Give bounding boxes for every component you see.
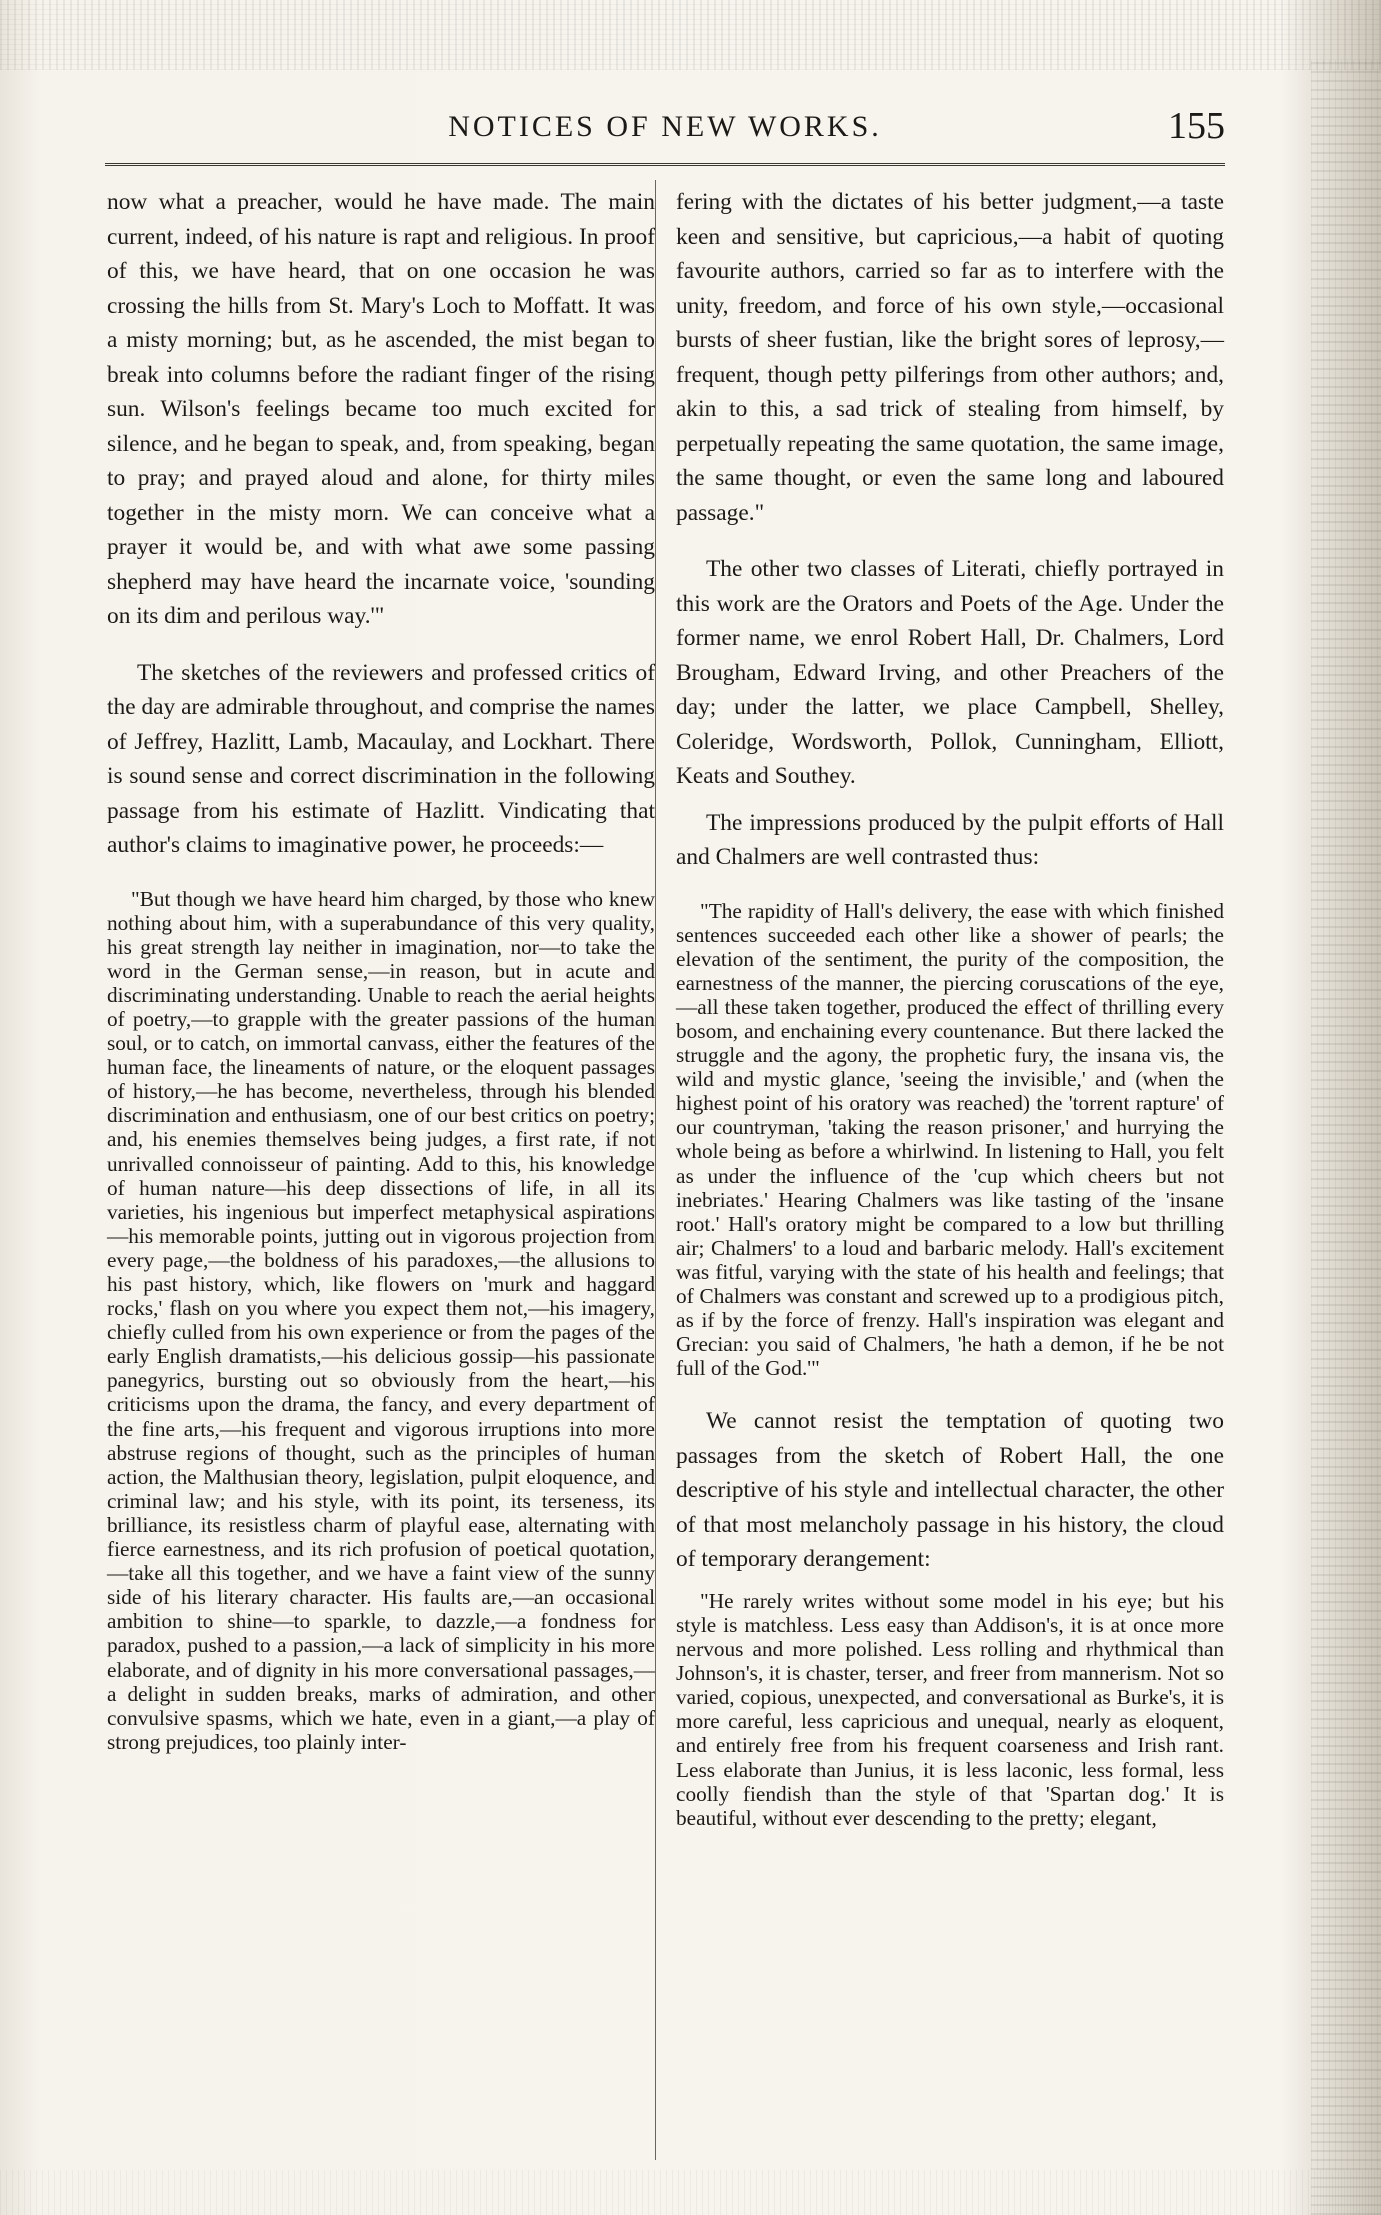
paragraph-literati: The other two classes of Literati, chiefly portrayed in this work are the Orators and Poets of the Age. Under the former name, we enrol Robert Hall, Dr. Chalmers, Lord Brougham, Edward Irving, and other Preachers of the day; under the latter, we place Campbell, Shelley, Coleridge, Wordsworth, Pollok, Cunningham, Elliott, Keats and Southey. (676, 556, 1224, 789)
scan-noise-bottom (0, 2170, 1381, 2215)
quote-hall-chalmers: "The rapidity of Hall's delivery, the ease with which finished sentences succeeded each other like a shower of pearls; the elevation of the sentiment, the purity of the composition, the earnestness of the manner, the piercing coruscations of the eye,—all these taken together, produced the effect of thrilling every bosom, and enchaining every countenance. But there lacked the struggle and the agony, the prophetic fury, the insana vis, the wild and mystic glance, 'seeing the invisible,' and (when the highest point of his oratory was reached) the 'torrent rapture' of our countryman, 'taking the reason prisoner,' and hurrying the whole being as before a whirlwind. In listening to Hall, you felt as under the influence of the 'cup which cheers but not inebriates.' Hearing Chalmers was like tasting of the 'insane root.' Hall's oratory might be compared to a low but thrilling air; Chalmers' to a loud and barbaric melody. Hall's excitement was fitful, varying with the state of his health and feelings; that of Chalmers was constant and screwed up to a prodigious pitch, as if by the force of frenzy. Hall's inspiration was elegant and Grecian: you said of Chalmers, 'he hath a demon, if he be not full of the God.'" (676, 898, 1224, 1381)
paragraph-robert-hall: We cannot resist the temptation of quoting two passages from the sketch of Robert Hall, the one descriptive of his style and intellectual character, the other of that most melancholy passage in his history, the cloud of temporary derangement: (676, 1408, 1224, 1573)
column-divider (655, 180, 656, 2160)
page-number: 155 (1168, 105, 1225, 147)
page-header (105, 105, 1225, 160)
running-title: NOTICES OF NEW WORKS. (448, 110, 882, 143)
scan-noise-right-edge (1311, 60, 1381, 2215)
right-column (676, 185, 1224, 1830)
left-column (107, 185, 655, 1754)
quote-style: "He rarely writes without some model in his eye; but his style is matchless. Less easy than Addison's, it is at once more nervous and more polished. Less rolling and rhythmical than Johnson's, it is chaster, terser, and freer from mannerism. Not so varied, copious, unexpected, and conversational as Burke's, it is more careful, less capricious and unequal, nearly as eloquent, and entirely free from his frequent coarseness and Irish rant. Less elaborate than Junius, it is less laconic, less formal, less coolly fiendish than the style of that 'Spartan dog.' It is beautiful, without ever descending to the pretty; elegant, (676, 1588, 1224, 1830)
header-rule (105, 163, 1225, 166)
paragraph-reviewers: The sketches of the reviewers and professed critics of the day are admirable throughout, and comprise the names of Jeffrey, Hazlitt, Lamb, Macaulay, and Lockhart. There is sound sense and correct discrimination in the following passage from his estimate of Hazlitt. Vindicating that author's claims to imaginative power, he proceeds:— (107, 659, 655, 858)
scan-noise-top (0, 0, 1381, 70)
paragraph-impressions: The impressions produced by the pulpit efforts of Hall and Chalmers are well contrasted thus: (676, 809, 1224, 870)
quote-continuation-left: now what a preacher, would he have made. The main current, indeed, of his nature is rapt and religious. In proof of this, we have heard, that on one occasion he was crossing the hills from St. Mary's Loch to Moffatt. It was a misty morning; but, as he ascended, the mist began to break into columns before the radiant finger of the rising sun. Wilson's feelings became too much excited for silence, and he began to speak, and, from speaking, began to pray; and prayed aloud and alone, for thirty miles together in the misty morn. We can conceive what a prayer it would be, and with what awe some passing shepherd may have heard the incarnate voice, 'sounding on its dim and perilous way.'" (107, 189, 655, 629)
quote-continuation-right: fering with the dictates of his better judgment,—a taste keen and sensitive, but capricious,—a habit of quoting favourite authors, carried so far as to interfere with the unity, freedom, and force of his own style,—occasional bursts of sheer fustian, like the bright sores of leprosy,—frequent, though petty pilferings from other authors; and, akin to this, a sad trick of stealing from himself, by perpetually repeating the same quotation, the same image, the same thought, or even the same long and laboured passage." (676, 189, 1224, 526)
quote-hazlitt: "But though we have heard him charged, by those who knew nothing about him, with a superabundance of this very quality, his great strength lay neither in imagination, nor—to take the word in the German sense,—in reason, but in acute and discriminating understanding. Unable to reach the aerial heights of poetry,—to grapple with the greater passions of the human soul, or to catch, on immortal canvass, either the features of the human face, the lineaments of nature, or the eloquent passages of history,—he has become, nevertheless, through his blended discrimination and enthusiasm, one of our best critics on poetry; and, his enemies themselves being judges, a first rate, if not unrivalled connoisseur of painting. Add to this, his knowledge of human nature—his deep dissections of life, in all its varieties, his ingenious but imperfect metaphysical aspirations—his memorable points, jutting out in vigorous projection from every page,—the boldness of his paradoxes,—the allusions to his past history, which, like flowers on 'murk and haggard rocks,' flash on you where you expect them not,—his imagery, chiefly culled from his own experience or from the pages of the early English dramatists,—his delicious gossip—his passionate panegyrics, bursting out so obviously from the heart,—his criticisms upon the drama, the fancy, and every department of the fine arts,—his frequent and vigorous irruptions into more abstruse regions of thought, such as the principles of human action, the Malthusian theory, legislation, pulpit eloquence, and criminal law; and his style, with its point, its terseness, its brilliance, its resistless charm of playful ease, alternating with fierce earnestness, and its rich profusion of poetical quotation,—take all this together, and we have a faint view of the sunny side of his literary character. His faults are,—an occasional ambition to shine—to sparkle, to dazzle,—a fondness for paradox, pushed to a passion,—a lack of simplicity in his more elaborate, and of dignity in his more conversational passages,—a delight in sudden breaks, marks of admiration, and other convulsive spasms, which we hate, even in a giant,—a play of strong prejudices, too plainly inter- (107, 886, 655, 1754)
